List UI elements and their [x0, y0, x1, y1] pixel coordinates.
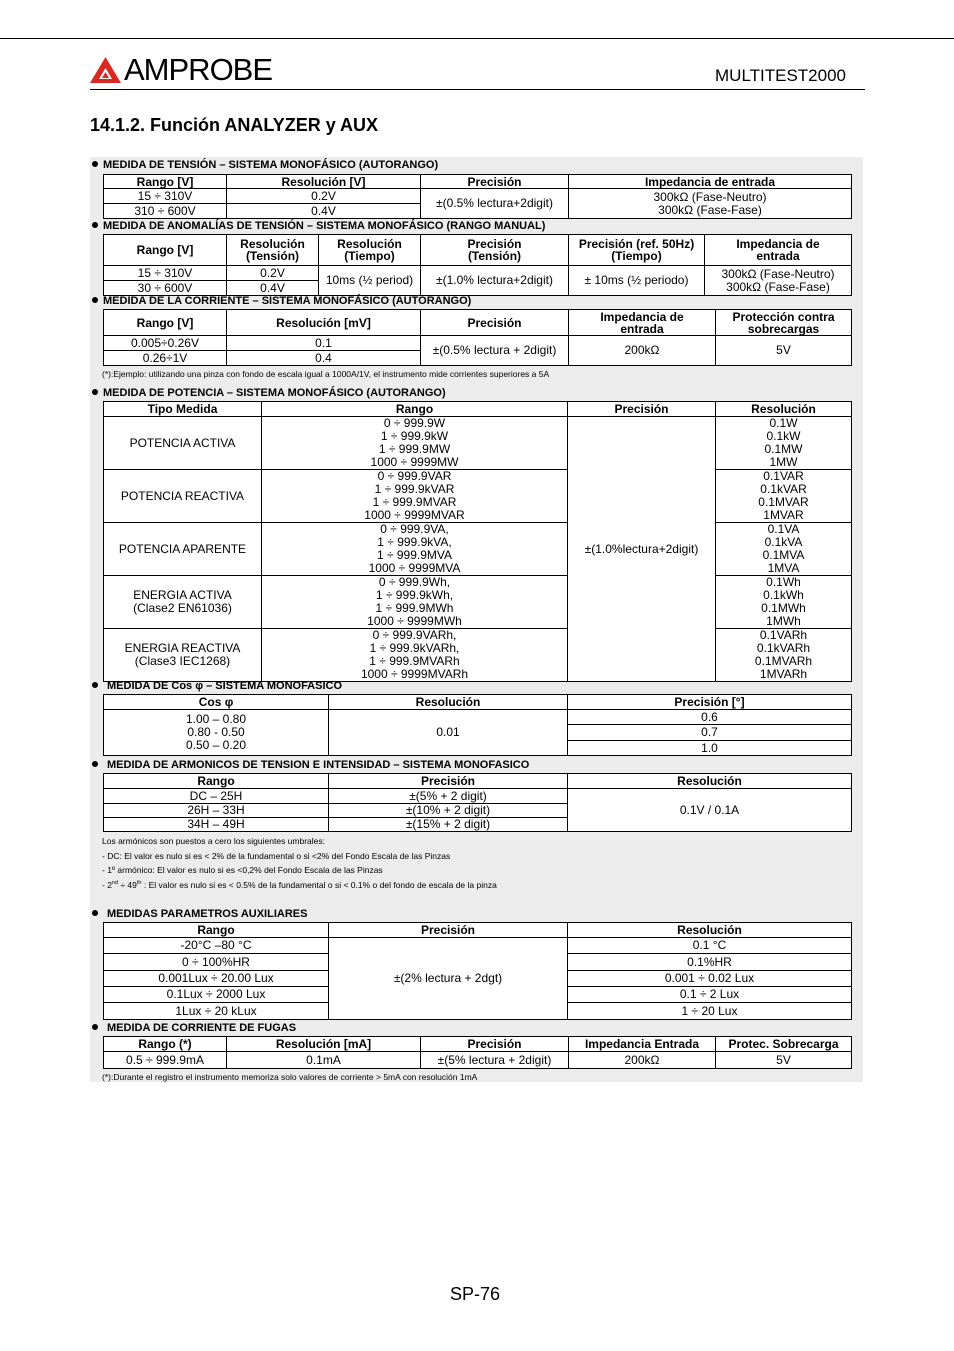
range-cell: 1Lux ÷ 20 kLux — [104, 1003, 329, 1020]
section-title: 14.1.2. Función ANALYZER y AUX — [90, 115, 379, 135]
header-cell: Precisión [°] — [568, 695, 852, 710]
resolution-cell: 0.1%HR — [568, 954, 852, 971]
range-cell: 0.1Lux ÷ 2000 Lux — [104, 987, 329, 1003]
header-cell: Tipo Medida — [104, 402, 262, 417]
amprobe-logo-icon — [90, 57, 121, 83]
cos-values-cell: 1.00 – 0.80 0.80 - 0.50 0.50 – 0.20 — [104, 710, 329, 756]
resolution-cell: 0.001 ÷ 0.02 Lux — [568, 971, 852, 987]
header-cell: Rango — [262, 402, 568, 417]
armonicos-note-first: - 1º armónico: El valor es nulo si es <0,2% del Fondo Escala de las Pinzas — [102, 865, 383, 875]
range-cell: 15 ÷ 310V — [104, 266, 227, 281]
precision-cell: ±(1.0%lectura+2digit) — [568, 417, 716, 682]
page-number: SP-76 — [450, 1284, 501, 1304]
auxiliares-title: MEDIDAS PARAMETROS AUXILIARES — [92, 908, 307, 920]
type-cell: POTENCIA ACTIVA — [104, 417, 262, 470]
header-cell: Precisión — [421, 175, 569, 189]
bullet-icon — [92, 1024, 98, 1030]
header-cell: Impedancia de entrada — [705, 235, 852, 266]
corriente-title: MEDIDA DE LA CORRIENTE – SISTEMA MONOFÁSICO (AUTORANGO) — [92, 295, 471, 307]
header-cell: Resolución — [716, 402, 852, 417]
bullet-icon — [92, 761, 98, 767]
header-cell: Rango [V] — [104, 175, 227, 189]
header-cell: Protec. Sobrecarga — [716, 1037, 852, 1052]
table-row — [104, 523, 852, 576]
precision-cell: ±(0.5% lectura + 2digit) — [421, 336, 569, 366]
range-cell: 0.26÷1V — [104, 351, 227, 366]
resolution-cell: 0.1Wh 0.1kWh 0.1MWh 1MWh — [716, 576, 852, 629]
fugas-footnote: (*):Durante el registro el instrumento memoriza solo valores de corriente > 5mA con resolución 1mA — [102, 1072, 478, 1082]
impedance-cell: 200kΩ — [569, 336, 716, 366]
range-cell: 0.005÷0.26V — [104, 336, 227, 351]
bullet-icon — [92, 910, 98, 916]
precision-cell: ±(15% + 2 digit) — [329, 818, 568, 832]
range-cell: DC – 25H — [104, 789, 329, 804]
resolution-cell: 0.1 °C — [568, 938, 852, 954]
bullet-icon — [92, 297, 98, 303]
resolution-cell: 0.1VARh 0.1kVARh 0.1MVARh 1MVARh — [716, 629, 852, 682]
top-rule — [0, 38, 954, 39]
armonicos-note-dc: - DC: El valor es nulo si es < 2% de la fundamental o si <2% del Fondo Escala de las Pinzas — [102, 851, 451, 861]
model-name: MULTITEST2000 — [715, 66, 847, 85]
cos-title: MEDIDA DE Cos φ – SISTEMA MONOFASICO — [92, 680, 342, 692]
table-row — [104, 417, 852, 470]
header-cell: Precisión — [421, 310, 569, 336]
tension-title: MEDIDA DE TENSIÓN – SISTEMA MONOFÁSICO (AUTORANGO) — [92, 159, 438, 171]
protection-cell: 5V — [716, 1052, 852, 1069]
resolution-cell: 0.1 — [227, 336, 421, 351]
precision-cell: 1.0 — [568, 741, 852, 756]
header-cell: Rango — [104, 774, 329, 789]
type-cell: POTENCIA APARENTE — [104, 523, 262, 576]
range-cell: 34H – 49H — [104, 818, 329, 832]
range-cell: 0 ÷ 100%HR — [104, 954, 329, 971]
armonicos-note-intro: Los armónicos son puestos a cero los siguientes umbrales: — [102, 836, 326, 846]
time-resolution-cell: 10ms (½ period) — [319, 266, 421, 296]
header-cell: Resolución [mA] — [227, 1037, 421, 1052]
header-cell: Cos φ — [104, 695, 329, 710]
table-row — [104, 576, 852, 629]
header-cell: Rango (*) — [104, 1037, 227, 1052]
header-cell: Resolución — [568, 923, 852, 938]
header-cell: Precisión (ref. 50Hz) (Tiempo) — [569, 235, 705, 266]
range-cell: 310 ÷ 600V — [104, 204, 227, 219]
header-cell: Precisión — [568, 402, 716, 417]
range-cell: 0 ÷ 999.9W 1 ÷ 999.9kW 1 ÷ 999.9MW 1000 ÷ 9999MW — [262, 417, 568, 470]
cos-table — [103, 694, 852, 756]
resolution-cell: 0.4V — [227, 281, 319, 296]
range-cell: -20°C –80 °C — [104, 938, 329, 954]
range-cell: 30 ÷ 600V — [104, 281, 227, 296]
impedance-cell: 200kΩ — [569, 1052, 716, 1069]
header-cell: Resolución [V] — [227, 175, 421, 189]
table-row — [104, 629, 852, 682]
type-cell: ENERGIA ACTIVA (Clase2 EN61036) — [104, 576, 262, 629]
range-cell: 0.001Lux ÷ 20.00 Lux — [104, 971, 329, 987]
header-cell: Impedancia Entrada — [569, 1037, 716, 1052]
anomalias-title: MEDIDA DE ANOMALÍAS DE TENSIÓN – SISTEMA MONOFÁSICO (RANGO MANUAL) — [92, 220, 545, 232]
armonicos-table — [103, 773, 852, 832]
precision-cell: ±(5% lectura + 2digit) — [421, 1052, 569, 1069]
brand-logo-text: AMPROBE — [124, 52, 273, 87]
resolution-cell: 0.4 — [227, 351, 421, 366]
header-cell: Resolución — [568, 774, 852, 789]
header-cell: Rango [V] — [104, 235, 227, 266]
precision-cell: ±(2% lectura + 2dgt) — [329, 938, 568, 1020]
bullet-icon — [92, 389, 98, 395]
potencia-title: MEDIDA DE POTENCIA – SISTEMA MONOFÁSICO (AUTORANGO) — [92, 387, 446, 399]
resolution-cell: 0.2V — [227, 266, 319, 281]
table-row — [104, 470, 852, 523]
time-precision-cell: ± 10ms (½ periodo) — [569, 266, 705, 296]
auxiliares-table — [103, 922, 852, 1020]
tension-table — [103, 174, 852, 219]
resolution-cell: 1 ÷ 20 Lux — [568, 1003, 852, 1020]
impedance-cell: 300kΩ (Fase-Neutro) 300kΩ (Fase-Fase) — [705, 266, 852, 296]
range-cell: 0 ÷ 999.9Wh, 1 ÷ 999.9kWh, 1 ÷ 999.9MWh 1000 ÷ 9999MWh — [262, 576, 568, 629]
header-cell: Resolución (Tensión) — [227, 235, 319, 266]
type-cell: POTENCIA REACTIVA — [104, 470, 262, 523]
header-rule — [90, 89, 865, 90]
resolution-cell: 0.1VAR 0.1kVAR 0.1MVAR 1MVAR — [716, 470, 852, 523]
resolution-cell: 0.2V — [227, 189, 421, 204]
resolution-cell: 0.1W 0.1kW 0.1MW 1MW — [716, 417, 852, 470]
impedance-cell: 300kΩ (Fase-Neutro) 300kΩ (Fase-Fase) — [569, 189, 852, 219]
bullet-icon — [92, 222, 98, 228]
range-cell: 0.5 ÷ 999.9mA — [104, 1052, 227, 1069]
potencia-table — [103, 401, 852, 682]
voltage-precision-cell: ±(1.0% lectura+2digit) — [421, 266, 569, 296]
range-cell: 0 ÷ 999.9VAR 1 ÷ 999.9kVAR 1 ÷ 999.9MVAR 1000 ÷ 9999MVAR — [262, 470, 568, 523]
anomalias-table — [103, 234, 852, 296]
header-cell: Resolución — [329, 695, 568, 710]
resolution-cell: 0.1mA — [227, 1052, 421, 1069]
bullet-icon — [92, 682, 98, 688]
range-cell: 0 ÷ 999.9VARh, 1 ÷ 999.9kVARh, 1 ÷ 999.9MVARh 1000 ÷ 9999MVARh — [262, 629, 568, 682]
header-cell: Protección contra sobrecargas — [716, 310, 852, 336]
header-cell: Resolución (Tiempo) — [319, 235, 421, 266]
armonicos-title: MEDIDA DE ARMONICOS DE TENSION E INTENSIDAD – SISTEMA MONOFASICO — [92, 759, 529, 771]
range-cell: 26H – 33H — [104, 804, 329, 818]
header-cell: Rango — [104, 923, 329, 938]
resolution-cell: 0.1VA 0.1kVA 0.1MVA 1MVA — [716, 523, 852, 576]
precision-cell: ±(10% + 2 digit) — [329, 804, 568, 818]
range-cell: 15 ÷ 310V — [104, 189, 227, 204]
resolution-cell: 0.1 ÷ 2 Lux — [568, 987, 852, 1003]
fugas-table — [103, 1036, 852, 1069]
corriente-table — [103, 309, 852, 366]
bullet-icon — [92, 161, 98, 167]
precision-cell: 0.7 — [568, 725, 852, 741]
resolution-cell: 0.4V — [227, 204, 421, 219]
header-cell: Precisión (Tensión) — [421, 235, 569, 266]
precision-cell: ±(0.5% lectura+2digit) — [421, 189, 569, 219]
resolution-cell: 0.1V / 0.1A — [568, 789, 852, 832]
type-cell: ENERGIA REACTIVA (Clase3 IEC1268) — [104, 629, 262, 682]
fugas-title: MEDIDA DE CORRIENTE DE FUGAS — [92, 1022, 296, 1034]
header-cell: Precisión — [329, 923, 568, 938]
header-cell: Resolución [mV] — [227, 310, 421, 336]
armonicos-note-higher: - 2nd ÷ 49th : El valor es nulo si es < 0.5% de la fundamental o si < 0.1% o del fondo de escala de la pinza — [102, 880, 497, 890]
range-cell: 0 ÷ 999.9VA, 1 ÷ 999.9kVA, 1 ÷ 999.9MVA 1000 ÷ 9999MVA — [262, 523, 568, 576]
header-cell: Impedancia de entrada — [569, 175, 852, 189]
header-cell: Precisión — [329, 774, 568, 789]
header-cell: Rango [V] — [104, 310, 227, 336]
header-cell: Precisión — [421, 1037, 569, 1052]
precision-cell: ±(5% + 2 digit) — [329, 789, 568, 804]
corriente-footnote: (*):Ejemplo: utilizando una pinza con fondo de escala igual a 1000A/1V, el instrumento mide corrientes superiores a 5A — [102, 369, 550, 379]
resolution-cell: 0.01 — [329, 710, 568, 756]
precision-cell: 0.6 — [568, 710, 852, 725]
protection-cell: 5V — [716, 336, 852, 366]
header-cell: Impedancia de entrada — [569, 310, 716, 336]
